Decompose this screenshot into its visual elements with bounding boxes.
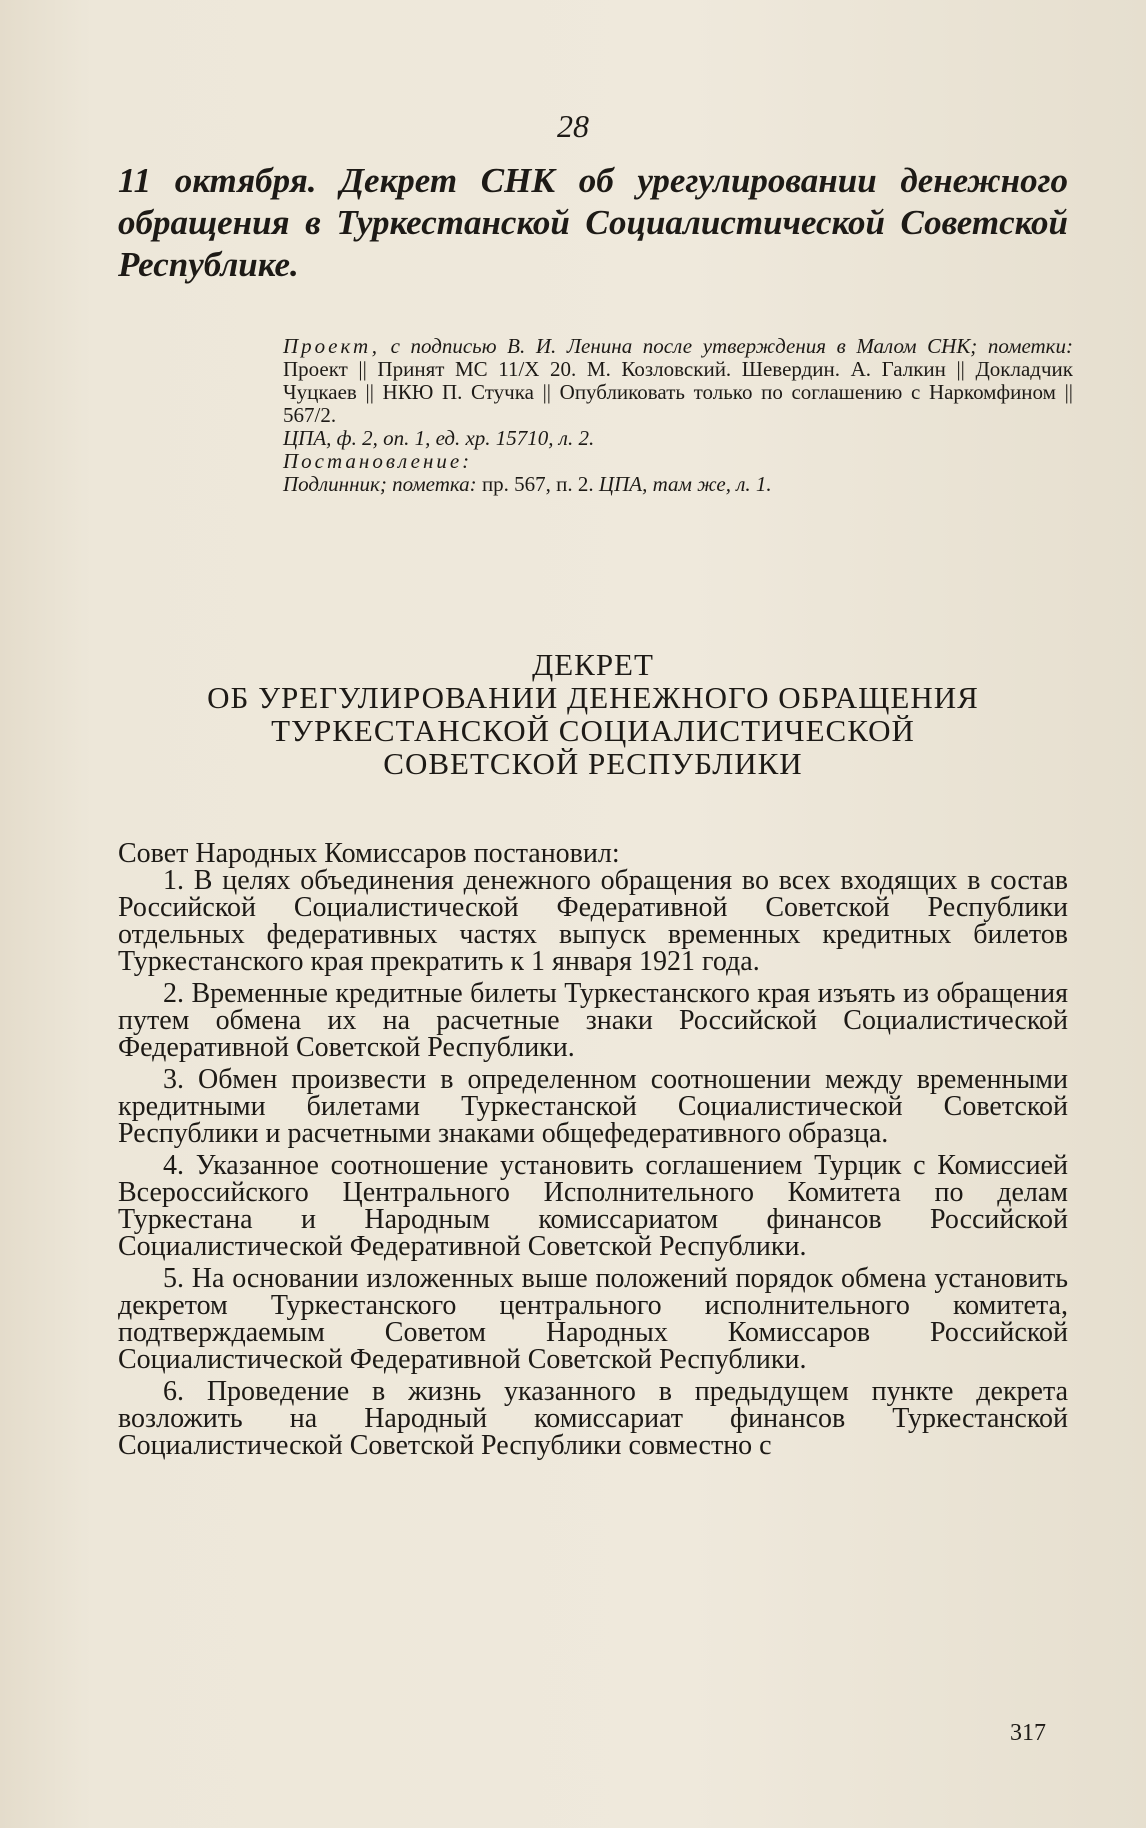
project-archive-ref: ЦПА, ф. 2, оп. 1, ед. хр. 15710, л. 2.	[283, 426, 595, 450]
bottom-page-number: 317	[1010, 1720, 1046, 1746]
source-note	[283, 335, 1073, 496]
decree-heading-line-4: СОВЕТСКОЙ РЕСПУБЛИКИ	[383, 746, 803, 781]
decree-paragraph-1: 1. В целях объединения денежного обращения во всех входящих в состав Российской Социалистической Федеративной Советской Республики отдельных федеративных частях выпуск временных кредитных билетов Туркестанского края прекратить к 1 января 1921 года.	[118, 865, 1068, 977]
decree-paragraph-3: 3. Обмен произвести в определенном соотношении между временными кредитными билетами Туркестанской Социалистической Советской Республики и расчетными знаками общефедеративного образца.	[118, 1064, 1068, 1149]
decree-heading-line-1: ДЕКРЕТ	[532, 647, 654, 682]
decree-paragraph-4: 4. Указанное соотношение установить соглашением Турцик с Комиссией Всероссийского Центрального Исполнительного Комитета по делам Туркестана и Народным комиссариатом финансов Российской Социалистической Федеративной Советской Республики.	[118, 1150, 1068, 1262]
decree-body	[118, 840, 1068, 1464]
decree-heading	[118, 648, 1068, 780]
project-note	[283, 335, 1073, 427]
resolution-label: Постановление:	[283, 449, 473, 473]
decree-paragraph-6: 6. Проведение в жизнь указанного в предыдущем пункте декрета возложить на Народный комиссариат финансов Туркестанской Социалистической Советской Республики совместно с	[118, 1376, 1068, 1461]
decree-paragraph-5: 5. На основании изложенных выше положений порядок обмена установить декретом Туркестанского центрального исполнительного комитета, подтверждаемым Советом Народных Комиссаров Российской Социалистической Федеративной Советской Республики.	[118, 1263, 1068, 1375]
decree-heading-line-3: ТУРКЕСТАНСКОЙ СОЦИАЛИСТИЧЕСКОЙ	[271, 713, 915, 748]
decree-paragraph-2: 2. Временные кредитные билеты Туркестанского края изъять из обращения путем обмена их на расчетные знаки Российской Социалистической Федеративной Советской Республики.	[118, 978, 1068, 1063]
top-page-number: 28	[557, 108, 589, 144]
resolution-archive-ref: ЦПА, там же, л. 1.	[598, 472, 772, 496]
decree-intro: Совет Народных Комиссаров постановил:	[118, 838, 620, 869]
project-label: Проект,	[283, 334, 380, 358]
resolution-description: Подлинник; пометка:	[283, 472, 477, 496]
decree-heading-line-2: ОБ УРЕГУЛИРОВАНИИ ДЕНЕЖНОГО ОБРАЩЕНИЯ	[207, 680, 979, 715]
resolution-note	[283, 473, 1073, 496]
document-title: 11 октября. Декрет СНК об урегулировании денежного обращения в Туркестанской Социалистической Советской Республике.	[118, 161, 1068, 284]
project-description: с подписью В. И. Ленина после утверждения в Малом СНК; пометки:	[390, 334, 1073, 358]
resolution-mark: пр. 567, п. 2.	[481, 472, 594, 496]
project-marks: Проект || Принят МС 11/Х 20. М. Козловский. Шевердин. А. Галкин || Докладчик Чуцкаев || НКЮ П. Стучка || Опубликовать только по соглашению с Наркомфином || 567/2.	[283, 357, 1073, 427]
